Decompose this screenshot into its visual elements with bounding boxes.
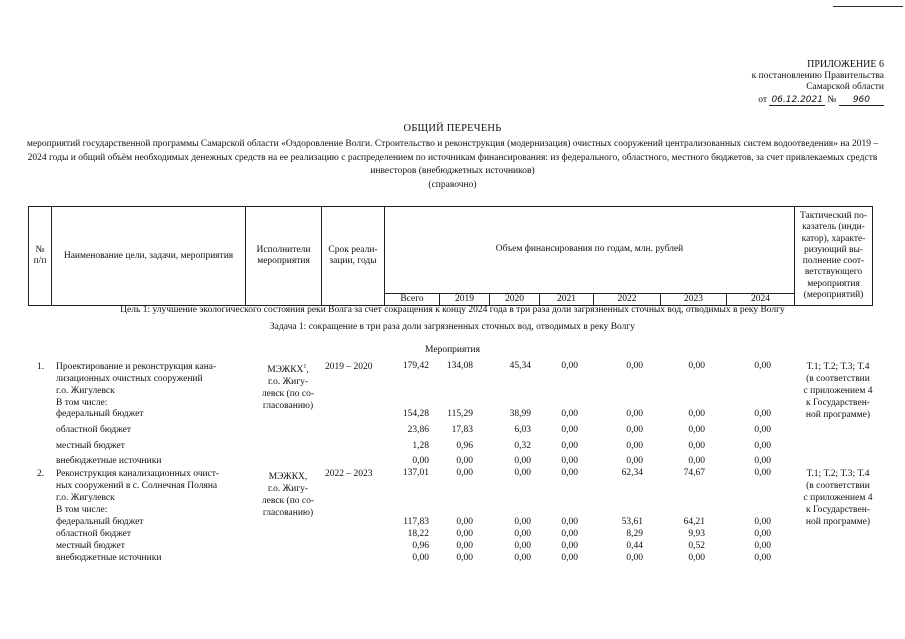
source-row — [0, 541, 905, 553]
scan-edge-line — [833, 6, 903, 7]
value-2019: 0,00 — [456, 529, 473, 539]
header-term: Срок реали-зации, годы — [322, 207, 385, 306]
measures-label: Мероприятия — [425, 345, 480, 355]
source-label: местный бюджет — [56, 441, 125, 451]
value-2019: 0,00 — [456, 541, 473, 551]
value-2020: 0,00 — [514, 553, 531, 563]
value-2021: 0,00 — [561, 409, 578, 419]
document-title: ОБЩИЙ ПЕРЕЧЕНЬ — [403, 123, 502, 134]
item-totals-row — [0, 468, 905, 483]
executor-main: МЭЖКХ, — [268, 472, 308, 483]
indicator-line: с приложением 4 — [803, 386, 873, 396]
indicator-line: Т.1; Т.2; Т.3; Т.4 — [806, 469, 870, 479]
appendix-line-2: Самарской области — [806, 82, 884, 93]
value-total: 23,86 — [407, 425, 429, 435]
value-2020: 0,00 — [514, 517, 531, 527]
value-total: 1,28 — [412, 441, 429, 451]
source-label: федеральный бюджет — [56, 409, 144, 419]
value-total: 0,96 — [412, 541, 429, 551]
executor-line: г.о. Жигу- — [267, 484, 309, 495]
value-total: 0,00 — [412, 553, 429, 563]
source-row — [0, 441, 905, 453]
header-name: Наименование цели, задачи, мероприятия — [52, 207, 246, 306]
date-prefix: от — [758, 94, 768, 105]
value-total: 137,01 — [402, 468, 429, 478]
value-total: 179,42 — [402, 361, 429, 371]
value-2019: 17,83 — [451, 425, 473, 435]
value-2022: 0,00 — [626, 409, 643, 419]
value-2024: 0,00 — [754, 529, 771, 539]
source-row — [0, 529, 905, 541]
executor-line: г.о. Жигу- — [267, 377, 309, 388]
header-num: № п/п — [29, 207, 52, 306]
value-2019: 0,00 — [456, 456, 473, 466]
value-total: 117,83 — [403, 517, 429, 527]
indicator-line: ной программе) — [805, 410, 871, 420]
item-name-line: Проектирование и реконструкция кана- — [56, 362, 217, 372]
value-2021: 0,00 — [561, 456, 578, 466]
header-year-2020: 2020 — [490, 294, 540, 306]
item-name-line: лизационных очистных сооружений — [56, 374, 203, 384]
value-2022: 8,29 — [626, 529, 643, 539]
value-2022: 0,00 — [626, 553, 643, 563]
item-name-line: В том числе: — [56, 505, 108, 515]
header-year-2019: 2019 — [440, 294, 490, 306]
source-row — [0, 456, 905, 468]
source-row — [0, 553, 905, 565]
executor-suffix: , — [306, 365, 309, 376]
executor-line: гласованию) — [262, 401, 314, 412]
item-name-line: г.о. Жигулевск — [56, 386, 115, 396]
value-2021: 0,00 — [561, 441, 578, 451]
value-2022: 53,61 — [621, 517, 643, 527]
value-2022: 62,34 — [621, 468, 643, 478]
value-2023: 0,00 — [688, 425, 705, 435]
appendix-header — [752, 59, 884, 106]
goal-line: Цель 1: улучшение экологического состояния реки Волга за счет сокращения к концу 2024 года в три раза доли загрязненных сточных вод, отводимых в реку Волгу — [120, 305, 785, 315]
header-year-2022: 2022 — [594, 294, 661, 306]
value-2020: 6,03 — [514, 425, 531, 435]
item-term: 2019 – 2020 — [325, 362, 373, 372]
value-2019: 0,00 — [456, 468, 473, 478]
value-total: 154,28 — [402, 409, 429, 419]
indicator-line: ной программе) — [805, 517, 871, 527]
item-term: 2022 – 2023 — [325, 469, 373, 479]
value-total: 18,22 — [407, 529, 429, 539]
value-2020: 0,00 — [514, 529, 531, 539]
value-2021: 0,00 — [561, 517, 578, 527]
value-2024: 0,00 — [754, 541, 771, 551]
document-title-block — [0, 123, 905, 192]
value-2024: 0,00 — [754, 441, 771, 451]
item-name-line: В том числе: — [56, 398, 108, 408]
value-2021: 0,00 — [561, 529, 578, 539]
value-2021: 0,00 — [561, 553, 578, 563]
value-2022: 0,00 — [626, 456, 643, 466]
header-year-total: Всего — [385, 294, 440, 306]
value-2020: 38,99 — [509, 409, 531, 419]
header-funding: Объем финансирования по годам, млн. рублей — [385, 207, 795, 294]
appendix-date-line — [758, 95, 884, 106]
executor-main: МЭЖКХ — [267, 365, 304, 376]
indicator-line: Т.1; Т.2; Т.3; Т.4 — [806, 362, 870, 372]
value-2020: 0,00 — [514, 456, 531, 466]
indicator-line: (в соответствии — [806, 481, 870, 491]
executor-line: левск (по со- — [261, 496, 315, 507]
value-2023: 0,00 — [688, 441, 705, 451]
handwritten-number: 960 — [839, 95, 884, 106]
source-label: местный бюджет — [56, 541, 125, 551]
executor-line: левск (по со- — [261, 389, 315, 400]
value-2020: 45,34 — [509, 361, 531, 371]
source-row — [0, 409, 905, 421]
value-2021: 0,00 — [561, 425, 578, 435]
source-label: внебюджетные источники — [56, 553, 162, 563]
funding-table-header — [28, 206, 873, 306]
value-2023: 74,67 — [683, 468, 705, 478]
item-name-line: ных сооружений в с. Солнечная Поляна — [56, 481, 218, 491]
value-2023: 0,00 — [688, 456, 705, 466]
value-2019: 115,29 — [447, 409, 473, 419]
header-year-2021: 2021 — [540, 294, 594, 306]
handwritten-date: 06.12.2021 — [771, 94, 823, 105]
source-label: областной бюджет — [56, 529, 132, 539]
source-label: внебюджетные источники — [56, 456, 162, 466]
value-2022: 0,00 — [626, 425, 643, 435]
item-name-line: г.о. Жигулевск — [56, 493, 115, 503]
value-2024: 0,00 — [754, 409, 771, 419]
document-subtitle: мероприятий государственной программы Самарской области «Оздоровление Волги. Строительство и реконструкция (модернизация) очистных сооружений централизованных систем водоотведения» на 2019 – 2024 годы и общий объём необходимых денежных средств на ее реализацию с распределением по источникам финансирования: из федерального, областного, местного бюджетов, за счет привлекаемых средств инвесторов (внебюджетных источников) — [26, 139, 879, 177]
value-2023: 64,21 — [683, 517, 705, 527]
number-prefix: № — [827, 94, 837, 105]
value-2020: 0,00 — [514, 468, 531, 478]
value-2023: 0,00 — [688, 409, 705, 419]
value-2024: 0,00 — [754, 361, 771, 371]
value-2022: 0,44 — [626, 541, 643, 551]
header-indicator: Тактический по-казатель (инди-катор), характе-ризующий вы-полнение соот-ветствующего мероприятия (мероприятий) — [795, 207, 873, 306]
source-label: федеральный бюджет — [56, 517, 144, 527]
indicator-line: с приложением 4 — [803, 493, 873, 503]
value-2021: 0,00 — [561, 541, 578, 551]
document-note: (справочно) — [428, 179, 477, 190]
value-2024: 0,00 — [754, 553, 771, 563]
value-2021: 0,00 — [561, 361, 578, 371]
executor-line: гласованию) — [262, 508, 314, 519]
item-number: 1. — [37, 362, 45, 372]
header-year-2024: 2024 — [727, 294, 795, 306]
item-totals-row — [0, 361, 905, 376]
value-2024: 0,00 — [754, 425, 771, 435]
indicator-line: к Государствен- — [806, 398, 870, 408]
value-2020: 0,32 — [514, 441, 531, 451]
value-total: 0,00 — [412, 456, 429, 466]
value-2024: 0,00 — [754, 456, 771, 466]
source-row — [0, 517, 905, 529]
value-2023: 0,52 — [688, 541, 705, 551]
header-executors: Исполнители мероприятия — [246, 207, 322, 306]
value-2020: 0,00 — [514, 541, 531, 551]
value-2019: 134,08 — [446, 361, 473, 371]
item-name-line: Реконструкция канализационных очист- — [56, 469, 220, 479]
appendix-title: ПРИЛОЖЕНИЕ 6 — [807, 59, 884, 70]
value-2019: 0,96 — [456, 441, 473, 451]
value-2024: 0,00 — [754, 517, 771, 527]
indicator-line: к Государствен- — [806, 505, 870, 515]
header-year-2023: 2023 — [661, 294, 727, 306]
appendix-line-1: к постановлению Правительства — [751, 71, 884, 81]
source-label: областной бюджет — [56, 425, 132, 435]
value-2023: 0,00 — [688, 553, 705, 563]
task-line: Задача 1: сокращение в три раза доли загрязненных сточных вод, отводимых в реку Волгу — [269, 322, 636, 332]
source-row — [0, 425, 905, 437]
value-2023: 9,93 — [688, 529, 705, 539]
executor-footnote: 1 — [303, 364, 307, 370]
value-2019: 0,00 — [456, 517, 473, 527]
value-2021: 0,00 — [561, 468, 578, 478]
value-2019: 0,00 — [456, 553, 473, 563]
value-2024: 0,00 — [754, 468, 771, 478]
value-2023: 0,00 — [688, 361, 705, 371]
item-number: 2. — [37, 469, 45, 479]
value-2022: 0,00 — [626, 361, 643, 371]
value-2022: 0,00 — [626, 441, 643, 451]
indicator-line: (в соответствии — [806, 374, 870, 384]
